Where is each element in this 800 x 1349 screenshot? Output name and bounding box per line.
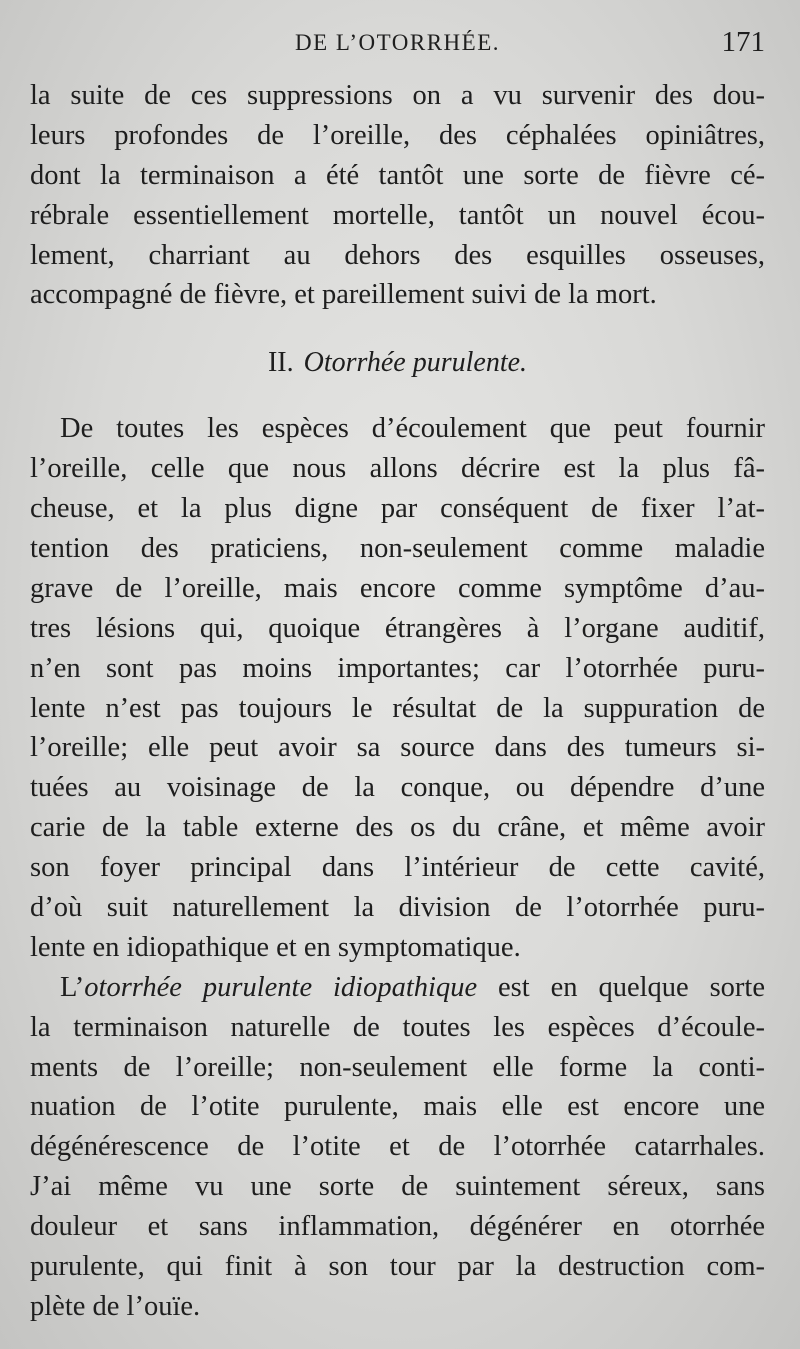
text-line: douleur et sans inflammation, dégénérer en otorrhée xyxy=(30,1211,765,1243)
section-heading xyxy=(30,339,765,387)
text-line: n’en sont pas moins importantes; car l’otorrhée puru- xyxy=(30,652,765,684)
italic-term: otorrhée purulente idiopathique xyxy=(84,971,478,1003)
section-title: Otorrhée purulente. xyxy=(303,347,528,379)
body-text xyxy=(30,76,765,1327)
text-line: leurs profondes de l’oreille, des céphalées opiniâtres, xyxy=(30,119,765,151)
text-line: la terminaison naturelle de toutes les espèces d’écoule- xyxy=(30,1011,765,1043)
text-line: J’ai même vu une sorte de suintement séreux, sans xyxy=(30,1171,765,1203)
text-line: lente n’est pas toujours le résultat de la suppuration de xyxy=(30,692,765,724)
paragraph-2 xyxy=(30,409,765,967)
text-line: tres lésions qui, quoique étrangères à l’organe auditif, xyxy=(30,612,765,644)
text-line: d’où suit naturellement la division de l’otorrhée puru- xyxy=(30,892,765,924)
text-line: tention des praticiens, non-seulement comme maladie xyxy=(30,533,765,565)
text-line: De toutes les espèces d’écoulement que peut fournir xyxy=(60,413,765,445)
text-line: son foyer principal dans l’intérieur de cette cavité, xyxy=(30,852,765,884)
text-line: tuées au voisinage de la conque, ou dépendre d’une xyxy=(30,772,765,804)
text-fragment: est en quelque sorte xyxy=(477,971,765,1003)
paragraph-3 xyxy=(30,968,765,1327)
text-line: lement, charriant au dehors des esquilles osseuses, xyxy=(30,239,765,271)
page-number: 171 xyxy=(721,26,765,58)
text-line xyxy=(30,968,765,1008)
text-line: lente en idiopathique et en symptomatique. xyxy=(30,931,521,963)
text-line: dont la terminaison a été tantôt une sorte de fièvre cé- xyxy=(30,159,765,191)
paragraph-1 xyxy=(30,76,765,315)
text-line: nuation de l’otite purulente, mais elle est encore une xyxy=(30,1091,765,1123)
text-line: l’oreille; elle peut avoir sa source dans des tumeurs si- xyxy=(30,732,765,764)
text-line: purulente, qui finit à son tour par la destruction com- xyxy=(30,1251,765,1283)
text-line: dégénérescence de l’otite et de l’otorrhée catarrhales. xyxy=(30,1131,765,1163)
text-line: l’oreille, celle que nous allons décrire est la plus fâ- xyxy=(30,453,765,485)
text-line: ments de l’oreille; non-seulement elle forme la conti- xyxy=(30,1051,765,1083)
text-line: grave de l’oreille, mais encore comme symptôme d’au- xyxy=(30,572,765,604)
page-header xyxy=(30,26,765,66)
text-line: la suite de ces suppressions on a vu survenir des dou- xyxy=(30,80,765,111)
section-number: II. xyxy=(267,347,294,379)
text-line: rébrale essentiellement mortelle, tantôt un nouvel écou- xyxy=(30,199,765,231)
text-line: accompagné de fièvre, et pareillement suivi de la mort. xyxy=(30,279,657,311)
text-fragment: L’ xyxy=(60,971,85,1003)
text-line: cheuse, et la plus digne par conséquent de fixer l’at- xyxy=(30,493,765,525)
running-title: DE L’OTORRHÉE. xyxy=(295,30,500,55)
text-line: carie de la table externe des os du crâne, et même avoir xyxy=(30,812,765,844)
text-line: plète de l’ouïe. xyxy=(30,1290,201,1322)
